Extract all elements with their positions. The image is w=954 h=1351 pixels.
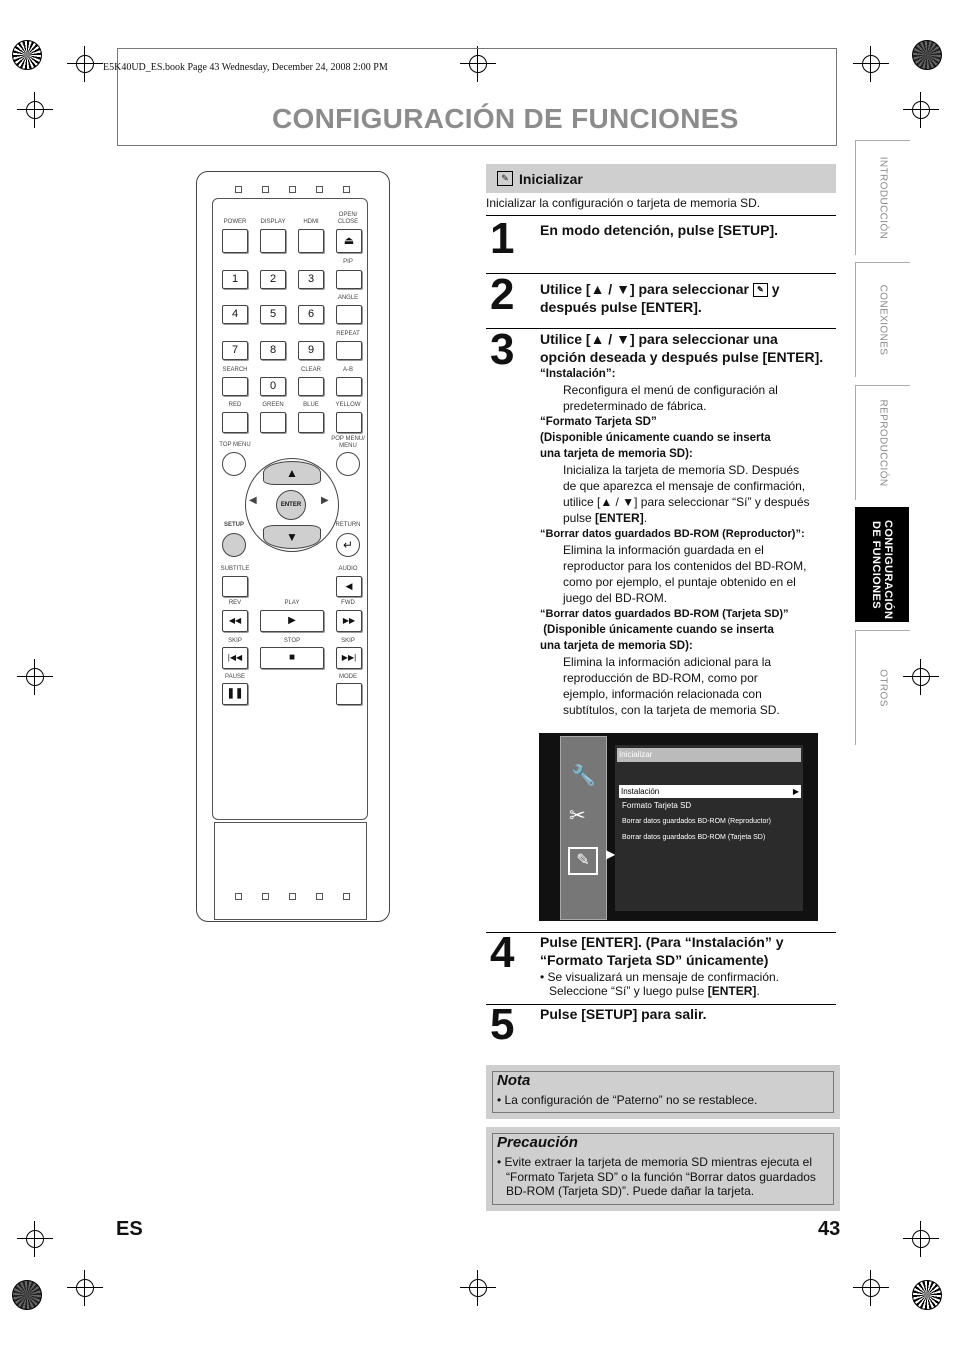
clear-button[interactable] (298, 377, 324, 396)
dpad-left-button[interactable] (249, 495, 257, 506)
pop-menu-button[interactable] (336, 452, 360, 476)
section-intro: Inicializar la configuración o tarjeta de memoria SD. (486, 196, 761, 210)
remote-dot (343, 186, 350, 193)
tab-introduccion[interactable]: INTRODUCCIÓN (855, 140, 910, 255)
crosshair-mark (903, 1221, 939, 1257)
step-3-text: Utilice [▲ / ▼] para seleccionar una opción deseada y después pulse [ENTER]. (540, 331, 824, 365)
label-top-menu: TOP MENU (219, 442, 251, 448)
label-skip-back: SKIP (228, 638, 242, 644)
footer-lang: ES (116, 1218, 143, 1240)
hdmi-button[interactable] (298, 229, 324, 253)
digit-8-button[interactable]: 8 (260, 341, 286, 360)
skip-back-icon: |◀◀ (227, 653, 243, 662)
label-audio: AUDIO (338, 566, 358, 572)
dpad-down-button[interactable] (263, 525, 321, 549)
search-button[interactable] (222, 377, 248, 396)
screen-item-selected[interactable]: Instalación ▶ (621, 787, 799, 796)
play-icon: ▶ (288, 615, 296, 626)
eject-icon: ⏏ (343, 235, 355, 247)
digit-9-button[interactable]: 9 (298, 341, 324, 360)
nota-box (486, 1065, 840, 1119)
arrow-down-icon: ▼ (286, 530, 298, 544)
label-display: DISPLAY (260, 219, 286, 225)
digit-4-button[interactable]: 4 (222, 305, 248, 324)
label-open: OPEN/ (338, 212, 358, 218)
label-blue: BLUE (303, 402, 319, 408)
digit-5-button[interactable]: 5 (260, 305, 286, 324)
audio-button[interactable] (336, 576, 362, 597)
setup-edit-icon: ✎ (753, 283, 768, 297)
return-button[interactable] (336, 533, 360, 557)
tools-icon: ✂ (569, 805, 586, 827)
setup-menu-screen (539, 733, 818, 921)
tab-conexiones[interactable]: CONEXIONES (855, 262, 910, 377)
precaucion-text: • Evite extraer la tarjeta de memoria SD mientras ejecuta el “Formato Tarjeta SD” o la función “Borrar datos guardados BD-ROM (Tarjeta SD)”. Puede dañar la tarjeta. (497, 1155, 816, 1198)
label-setup: SETUP (223, 522, 244, 528)
setup-edit-icon: ✎ (568, 847, 598, 875)
registration-sunburst-bl (12, 1280, 42, 1310)
screen-header: Inicializar (617, 748, 801, 762)
options-list: “Instalación”: Reconfigura el menú de configuración al predeterminado de fábrica. “Formato Tarjeta SD” (Disponible únicamente cuando se inserta una tarjeta de memoria SD): Inicializa la tarjeta de memoria SD. Después de que aparezca el mensaje de confirmación, utilice [▲ / ▼] para seleccionar “Sí” y después pulse [ENTER]. “Borrar datos guardados BD-ROM (Reproductor)”: Elimina la información guardada en el reproductor para los contenidos del BD-ROM, como por ejemplo, el puntaje obtenido en el juego del BD-ROM. “Borrar datos guardados BD-ROM (Tarjeta SD)” (Disponible únicamente cuando se inserta una tarjeta de memoria SD): Elimina la información adicional para la reproducción de BD-ROM, como por ejemplo, información relacionada con subtítulos, con la tarjeta de memoria SD. (540, 368, 810, 717)
step-divider (486, 215, 836, 216)
digit-0-button[interactable]: 0 (260, 377, 286, 396)
section-title: Inicializar (519, 171, 583, 187)
remote-dot (289, 186, 296, 193)
pause-icon: ❚❚ (226, 688, 244, 699)
digit-1-button[interactable]: 1 (222, 270, 248, 289)
wrench-icon: 🔧 (571, 765, 596, 787)
item-arrow-icon: ▶ (792, 787, 799, 796)
crosshair-mark (853, 46, 889, 82)
label-yellow: YELLOW (335, 402, 361, 408)
yellow-button[interactable] (336, 412, 362, 433)
label-skip-fwd: SKIP (341, 638, 355, 644)
label-subtitle: SUBTITLE (220, 566, 250, 572)
crosshair-mark (17, 659, 53, 695)
tab-configuracion[interactable]: CONFIGURACIÓN DE FUNCIONES (855, 507, 909, 622)
screen-item[interactable]: Borrar datos guardados BD-ROM (Reproductor) (622, 818, 772, 825)
crosshair-mark (903, 92, 939, 128)
crosshair-mark (17, 92, 53, 128)
digit-3-button[interactable]: 3 (298, 270, 324, 289)
label-clear: CLEAR (300, 367, 321, 373)
repeat-button[interactable] (336, 341, 362, 360)
rev-button[interactable] (222, 610, 248, 632)
label-power: POWER (223, 219, 247, 225)
crosshair-mark (67, 1270, 103, 1306)
digit-7-button[interactable]: 7 (222, 341, 248, 360)
screen-item[interactable]: Formato Tarjeta SD (622, 801, 692, 810)
remote-dot (316, 893, 323, 900)
label-pop-menu: POP MENU/ (331, 436, 365, 442)
open-close-button[interactable] (336, 229, 362, 253)
label-return: RETURN (335, 522, 361, 528)
step-number: 5 (490, 1000, 515, 1049)
label-fwd: FWD (341, 600, 355, 606)
step-number: 3 (490, 325, 515, 374)
remote-dot (262, 186, 269, 193)
step-divider (486, 273, 836, 274)
step-divider (486, 328, 836, 329)
step-5-text: Pulse [SETUP] para salir. (540, 1006, 707, 1022)
remote-dot (262, 893, 269, 900)
step-number: 1 (490, 214, 515, 263)
page-number: 43 (818, 1218, 841, 1240)
step-4-notes: • Se visualizará un mensaje de confirmación. Seleccione “Sí” y luego pulse [ENTER]. (540, 970, 779, 998)
display-button[interactable] (260, 229, 286, 253)
remote-dot (316, 186, 323, 193)
label-search: SEARCH (222, 367, 248, 373)
crosshair-mark (17, 1221, 53, 1257)
label-hdmi: HDMI (303, 219, 319, 225)
label-repeat: REPEAT (336, 331, 360, 337)
label-mode: MODE (339, 674, 357, 680)
play-button[interactable] (260, 610, 324, 632)
step-number: 4 (490, 928, 515, 977)
step-2-text: Utilice [▲ / ▼] para seleccionar ✎ y después pulse [ENTER]. (540, 281, 780, 315)
screen-item[interactable]: Borrar datos guardados BD-ROM (Tarjeta SD) (622, 834, 766, 841)
remote-bottom (214, 822, 367, 920)
remote-dot (235, 186, 242, 193)
red-button[interactable] (222, 412, 248, 433)
skip-fwd-button[interactable] (336, 647, 362, 669)
skip-back-button[interactable] (222, 647, 248, 669)
remote-dot (289, 893, 296, 900)
pip-button[interactable] (336, 270, 362, 289)
label-red: RED (228, 402, 242, 408)
label-menu: MENU (339, 443, 357, 449)
precaucion-title: Precaución (497, 1134, 578, 1151)
dpad-up-button[interactable] (263, 461, 321, 485)
label-pause: PAUSE (225, 674, 245, 680)
ab-button[interactable] (336, 377, 362, 396)
crosshair-mark (460, 1270, 496, 1306)
label-rev: REV (228, 600, 242, 606)
pause-button[interactable] (222, 683, 248, 705)
step-number: 2 (490, 270, 515, 319)
green-button[interactable] (260, 412, 286, 433)
arrow-right-icon: ▶ (321, 495, 329, 506)
stop-icon: ■ (288, 652, 296, 663)
speaker-icon: ◀ (345, 581, 353, 591)
blue-button[interactable] (298, 412, 324, 433)
label-green: GREEN (262, 402, 284, 408)
registration-sunburst-tl (12, 40, 42, 70)
step-4-text: Pulse [ENTER]. (Para “Instalación” y “Formato Tarjeta SD” únicamente) (540, 934, 784, 968)
digit-6-button[interactable]: 6 (298, 305, 324, 324)
setup-button[interactable] (222, 533, 246, 557)
screen-panel (615, 745, 803, 911)
rewind-icon: ◀◀ (228, 616, 242, 625)
setup-edit-icon: ✎ (497, 171, 513, 186)
fwd-button[interactable] (336, 610, 362, 632)
registration-sunburst-br (912, 1280, 942, 1310)
skip-fwd-icon: ▶▶| (341, 653, 357, 662)
return-icon: ↵ (342, 538, 354, 552)
digit-2-button[interactable]: 2 (260, 270, 286, 289)
crosshair-mark (853, 1270, 889, 1306)
nota-title: Nota (497, 1072, 531, 1089)
label-pip: PIP (343, 259, 353, 265)
top-menu-button[interactable] (222, 452, 246, 476)
enter-button[interactable]: ENTER (276, 490, 306, 520)
label-ab: A-B (342, 367, 353, 373)
remote-dot (343, 893, 350, 900)
label-stop: STOP (283, 638, 301, 644)
tab-reproduccion[interactable]: REPRODUCCIÓN (855, 385, 910, 500)
arrow-up-icon: ▲ (286, 466, 298, 480)
dpad-right-button[interactable] (321, 495, 329, 506)
book-info: E5K40UD_ES.book Page 43 Wednesday, December 24, 2008 2:00 PM (103, 62, 388, 73)
label-angle: ANGLE (337, 295, 359, 301)
page-title: CONFIGURACIÓN DE FUNCIONES (272, 103, 739, 134)
tab-otros[interactable]: OTROS (855, 630, 910, 745)
power-button[interactable] (222, 229, 248, 253)
label-close: CLOSE (337, 219, 359, 225)
registration-sunburst-tr (912, 40, 942, 70)
crosshair-mark (67, 46, 103, 82)
label-play: PLAY (284, 600, 300, 606)
step-1-text: En modo detención, pulse [SETUP]. (540, 222, 779, 238)
mode-button[interactable] (336, 683, 362, 705)
selection-arrow-icon: ▶ (606, 847, 616, 861)
fast-forward-icon: ▶▶ (342, 616, 356, 625)
nota-text: • La configuración de “Paterno” no se restablece. (497, 1093, 758, 1107)
subtitle-button[interactable] (222, 576, 248, 597)
remote-dot (235, 893, 242, 900)
angle-button[interactable] (336, 305, 362, 324)
stop-button[interactable] (260, 647, 324, 669)
arrow-left-icon: ◀ (249, 495, 257, 506)
